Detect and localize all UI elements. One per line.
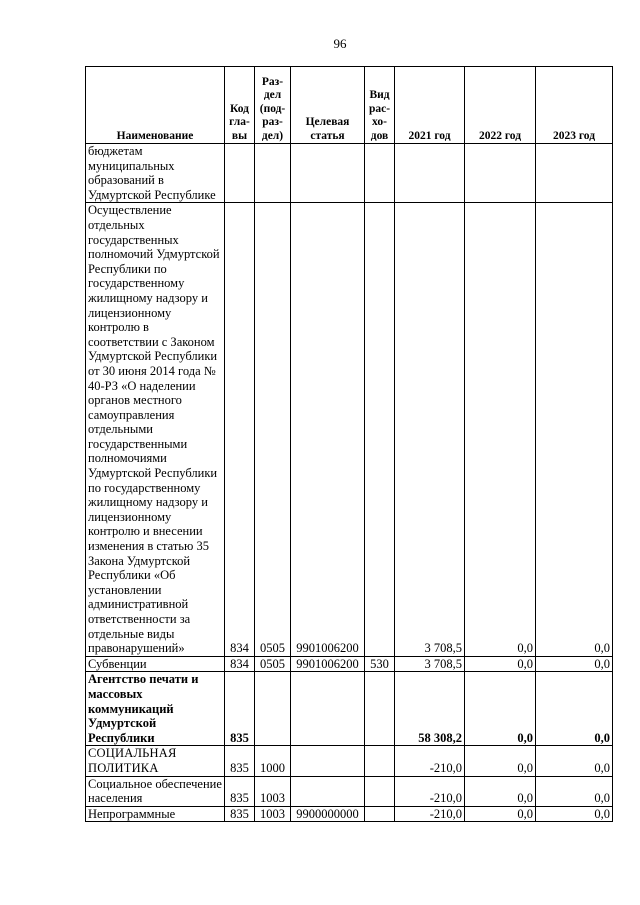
row-2022: 0,0 [465, 776, 536, 806]
row-expense-type [365, 203, 395, 656]
header-name: Наименование [86, 67, 225, 144]
row-2021: 58 308,2 [395, 672, 465, 746]
table-row [86, 656, 613, 672]
row-name: Осуществление отдельных государственных полномочий Удмуртской Республики по государственному жилищному надзору и лицензионному контролю в соответствии с Законом Удмуртской Республики от 30 июня 2014 года № 40-РЗ «О наделении органов местного самоуправления отдельными государственными полномочиями Удмуртской Республики по государственному жилищному надзору и лицензионному контролю и внесении изменения в статью 35 Закона Удмуртской Республики «Об установлении административной ответственности за отдельные виды правонарушений» [86, 203, 225, 656]
table-row [86, 806, 613, 822]
row-expense-type: 530 [365, 656, 395, 672]
row-chapter: 835 [225, 806, 255, 822]
row-chapter: 835 [225, 746, 255, 776]
row-target [291, 144, 365, 203]
row-2023: 0,0 [536, 776, 613, 806]
row-chapter: 835 [225, 672, 255, 746]
row-2023: 0,0 [536, 806, 613, 822]
row-target: 9901006200 [291, 203, 365, 656]
row-2023: 0,0 [536, 656, 613, 672]
table-row [86, 203, 613, 656]
row-2021 [395, 144, 465, 203]
table-row [86, 672, 613, 746]
row-chapter: 834 [225, 656, 255, 672]
header-chapter: Код гла-вы [225, 67, 255, 144]
budget-table [85, 66, 613, 822]
header-2023: 2023 год [536, 67, 613, 144]
row-expense-type [365, 806, 395, 822]
row-2023: 0,0 [536, 203, 613, 656]
row-chapter: 834 [225, 203, 255, 656]
row-2022: 0,0 [465, 672, 536, 746]
table-row [86, 144, 613, 203]
row-2022 [465, 144, 536, 203]
row-2023: 0,0 [536, 672, 613, 746]
row-2022: 0,0 [465, 656, 536, 672]
row-2023 [536, 144, 613, 203]
row-section [255, 672, 291, 746]
row-name: бюджетам муниципальных образований в Удмуртской Республике [86, 144, 225, 203]
row-expense-type [365, 144, 395, 203]
row-2021: -210,0 [395, 806, 465, 822]
row-expense-type [365, 776, 395, 806]
row-section: 1003 [255, 776, 291, 806]
row-section: 1003 [255, 806, 291, 822]
header-section: Раз-дел (под-раз-дел) [255, 67, 291, 144]
row-2021: -210,0 [395, 746, 465, 776]
row-expense-type [365, 746, 395, 776]
row-section: 0505 [255, 656, 291, 672]
row-2023: 0,0 [536, 746, 613, 776]
row-target [291, 746, 365, 776]
header-target: Целевая статья [291, 67, 365, 144]
row-2022: 0,0 [465, 746, 536, 776]
row-section: 1000 [255, 746, 291, 776]
row-name: Субвенции [86, 656, 225, 672]
row-target: 9900000000 [291, 806, 365, 822]
row-name: Непрограммные [86, 806, 225, 822]
table-header-row [86, 67, 613, 144]
row-target [291, 776, 365, 806]
row-target: 9901006200 [291, 656, 365, 672]
row-name: СОЦИАЛЬНАЯ ПОЛИТИКА [86, 746, 225, 776]
row-chapter [225, 144, 255, 203]
header-2021: 2021 год [395, 67, 465, 144]
row-name: Социальное обеспечение населения [86, 776, 225, 806]
table-row [86, 776, 613, 806]
row-2021: 3 708,5 [395, 203, 465, 656]
row-expense-type [365, 672, 395, 746]
row-2021: 3 708,5 [395, 656, 465, 672]
row-section: 0505 [255, 203, 291, 656]
row-2022: 0,0 [465, 203, 536, 656]
table-row [86, 746, 613, 776]
row-2022: 0,0 [465, 806, 536, 822]
header-expense-type: Вид рас-хо-дов [365, 67, 395, 144]
header-2022: 2022 год [465, 67, 536, 144]
row-name: Агентство печати и массовых коммуникаций Удмуртской Республики [86, 672, 225, 746]
row-section [255, 144, 291, 203]
row-target [291, 672, 365, 746]
row-2021: -210,0 [395, 776, 465, 806]
row-chapter: 835 [225, 776, 255, 806]
page-number: 96 [333, 36, 347, 51]
